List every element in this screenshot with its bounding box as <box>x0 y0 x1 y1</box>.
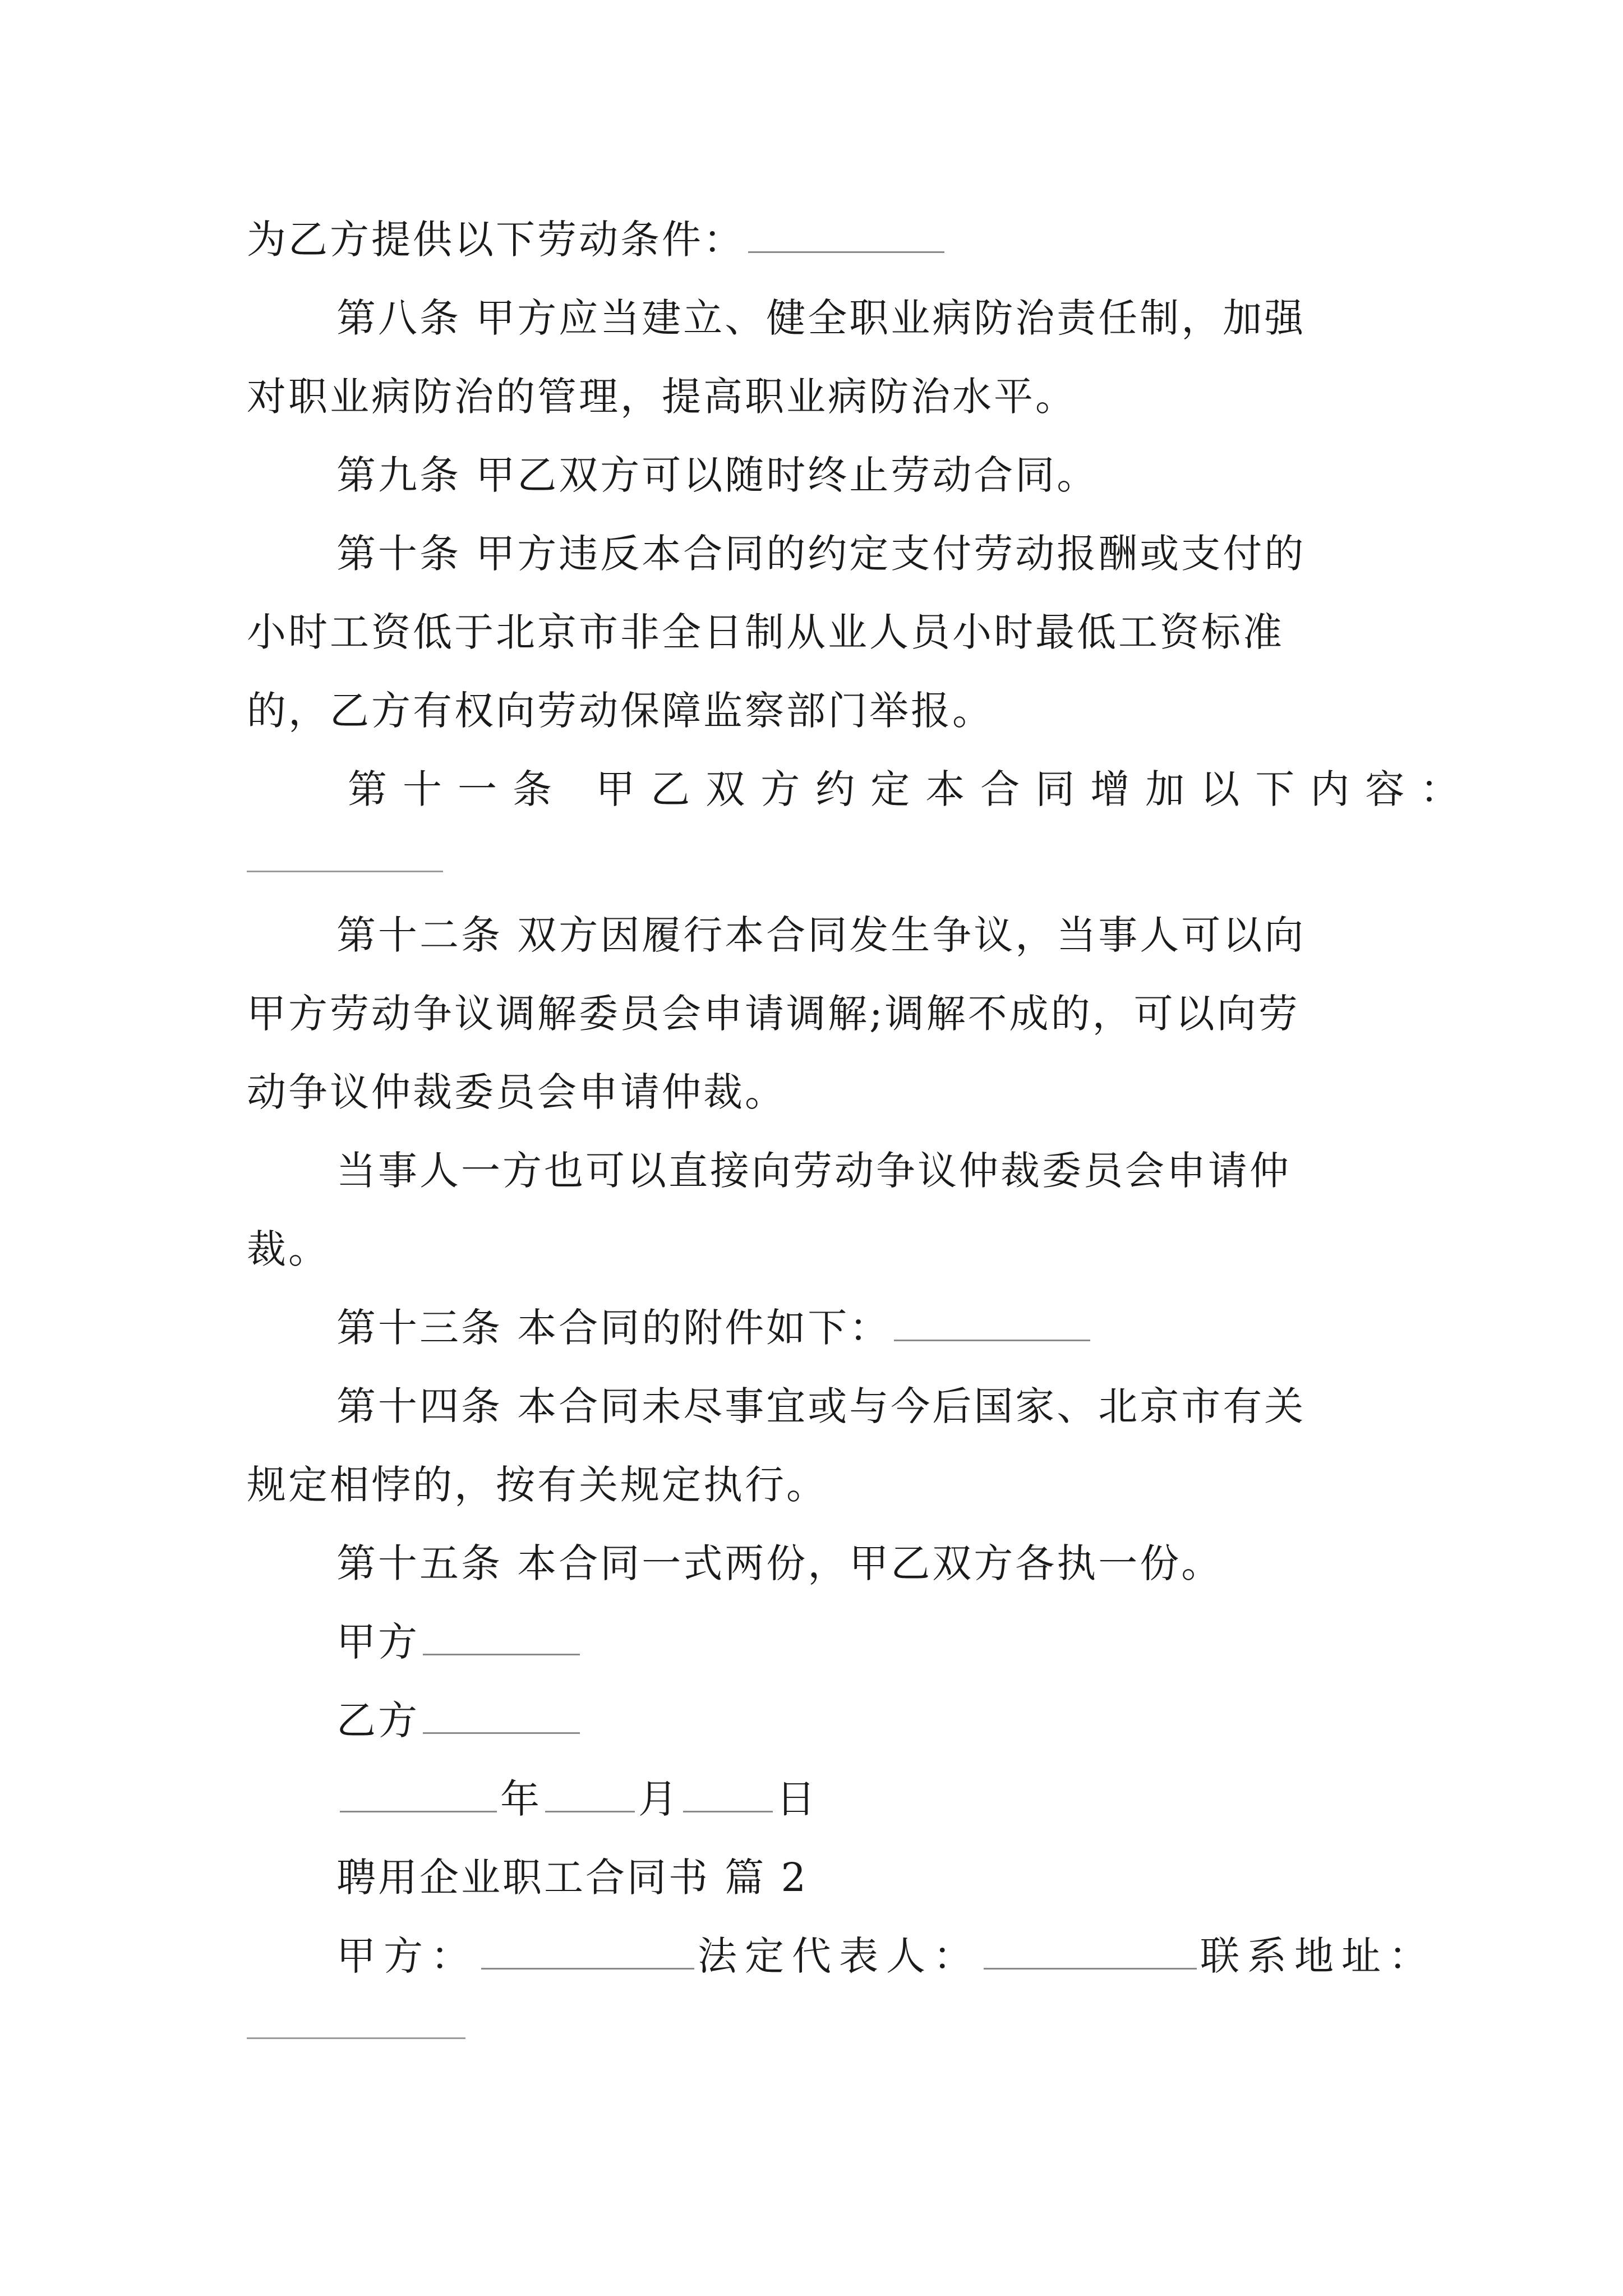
article-11: 第十一条 甲乙双方约定本合同增加以下内容： <box>348 766 1476 812</box>
date-line: 年 月 日 <box>336 1774 818 1824</box>
party-info-line: 甲方： 法定代表人： 联系地址： <box>336 1933 1436 1979</box>
article-12-line-3: 动争议仲裁委员会申请仲裁。 <box>247 1069 786 1115</box>
signature-blank[interactable] <box>423 1651 580 1655</box>
party-a-blank[interactable] <box>481 1966 694 1970</box>
fill-in-blank[interactable] <box>247 871 443 872</box>
signature-blank[interactable] <box>423 1730 580 1734</box>
article-8-line-2: 对职业病防治的管理，提高职业病防治水平。 <box>247 374 1077 420</box>
article-9: 第九条 甲乙双方可以随时终止劳动合同。 <box>336 452 1099 498</box>
article-13: 第十三条 本合同的附件如下： <box>336 1303 1094 1353</box>
arbitration-line-1: 当事人一方也可以直接向劳动争议仲裁委员会申请仲 <box>336 1148 1291 1194</box>
party-a-signature: 甲方 <box>336 1617 583 1667</box>
article-10-line-1: 第十条 甲方违反本合同的约定支付劳动报酬或支付的 <box>336 531 1306 577</box>
year-blank[interactable] <box>340 1809 497 1812</box>
address-blank[interactable] <box>247 2037 465 2039</box>
month-blank[interactable] <box>545 1809 635 1812</box>
article-12-line-2: 甲方劳动争议调解委员会申请调解;调解不成的，可以向劳 <box>247 991 1300 1037</box>
party-b-signature: 乙方 <box>336 1695 583 1746</box>
fill-in-blank[interactable] <box>894 1337 1090 1341</box>
section-heading: 聘用企业职工合同书 篇 2 <box>336 1855 809 1901</box>
fill-in-blank[interactable] <box>748 249 944 253</box>
article-10-line-3: 的，乙方有权向劳动保障监察部门举报。 <box>247 688 994 734</box>
article-8-line-1: 第八条 甲方应当建立、健全职业病防治责任制，加强 <box>336 295 1306 341</box>
article-10-line-2: 小时工资低于北京市非全日制从业人员小时最低工资标准 <box>247 609 1284 655</box>
article-15: 第十五条 本合同一式两份，甲乙双方各执一份。 <box>336 1540 1223 1586</box>
arbitration-line-2: 裁。 <box>247 1226 330 1272</box>
article-14-line-2: 规定相悖的，按有关规定执行。 <box>247 1462 828 1508</box>
article-12-line-1: 第十二条 双方因履行本合同发生争议，当事人可以向 <box>336 912 1306 958</box>
legal-rep-blank[interactable] <box>984 1966 1197 1970</box>
day-blank[interactable] <box>683 1809 773 1812</box>
text-line: 为乙方提供以下劳动条件： <box>247 214 948 265</box>
article-14-line-1: 第十四条 本合同未尽事宜或与今后国家、北京市有关 <box>336 1383 1306 1429</box>
